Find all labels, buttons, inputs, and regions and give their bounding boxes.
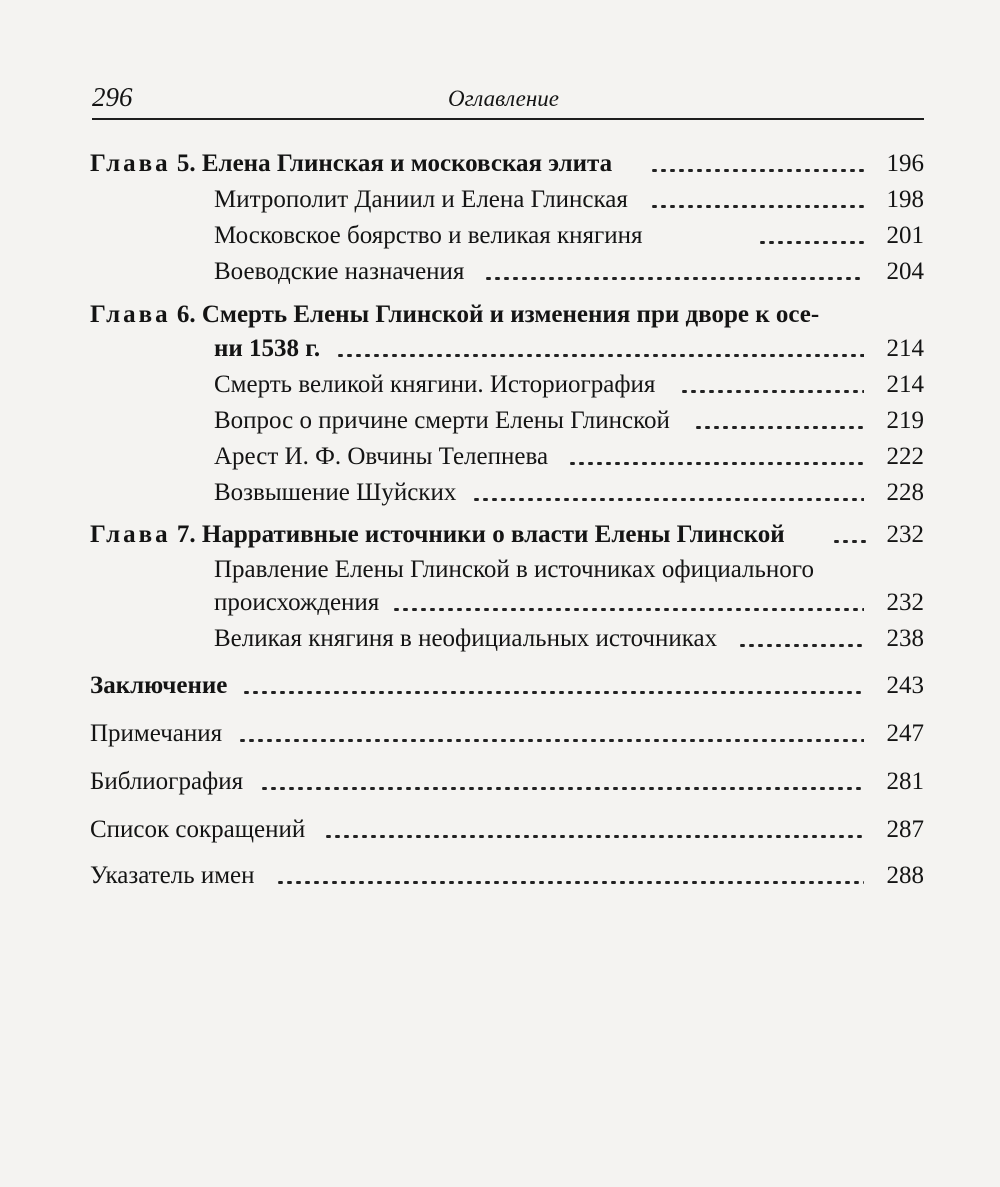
chapter-prefix: Глава [90,301,171,328]
dot-leader [650,169,864,172]
dot-leader [832,540,868,543]
chapter-6-page: 214 [886,335,924,362]
chapter-title: 5. Елена Глинская и московская элита [176,150,613,177]
chapter-6-heading [90,300,819,330]
chapter-prefix: Глава [90,521,171,548]
chapter-title: 7. Нарративные источники о власти Елены Глинской [176,521,785,548]
section-title: Вопрос о причине смерти Елены Глинской [214,407,670,434]
chapter-title: 6. Смерть Елены Глинской и изменения при дворе к осе- [176,301,820,328]
dot-leader [242,691,864,694]
dot-leader [758,241,864,244]
dot-leader [276,881,864,884]
dot-leader [694,426,864,429]
toc-item-line1 [214,555,860,585]
toc-item [90,181,924,215]
back-title: Список сокращений [90,816,306,843]
toc-chapter-6-line1 [90,296,924,330]
section-title: Воеводские назначения [214,258,465,285]
chapter-prefix: Глава [90,150,171,177]
toc-item [90,366,924,400]
chapter-7-page: 232 [886,521,924,548]
section-page: 232 [886,589,924,616]
toc-item [90,474,924,508]
toc-item-line2 [90,584,924,618]
dot-leader [738,644,864,647]
section-page: 222 [886,443,924,470]
section-title: Арест И. Ф. Овчины Телепнева [214,443,549,470]
running-title: Оглавление [448,86,560,111]
toc-back-item [90,715,924,749]
toc-back-item [90,811,924,845]
section-title-continued: происхождения [214,589,380,616]
back-page: 247 [886,720,924,747]
back-page: 287 [886,816,924,843]
section-page: 219 [886,407,924,434]
dot-leader [484,277,864,280]
back-page: 243 [886,672,924,699]
toc-item [90,620,924,654]
dot-leader [260,787,864,790]
section-page: 201 [886,222,924,249]
back-page: 288 [886,862,924,889]
page-number: 296 [92,82,133,112]
dot-leader [392,608,864,611]
toc-item [90,402,924,436]
running-header [92,80,924,120]
section-title: Возвышение Шуйских [214,479,457,506]
toc-item [90,253,924,287]
toc-item [90,217,924,251]
section-title: Смерть великой княгини. Историография [214,371,656,398]
section-title: Московское боярство и великая княгиня [214,222,643,249]
dot-leader [324,835,864,838]
dot-leader [472,498,864,501]
toc-back-item [90,763,924,797]
back-title: Заключение [90,672,228,699]
dot-leader [650,205,864,208]
back-page: 281 [886,768,924,795]
chapter-title-continued: ни 1538 г. [214,335,321,362]
dot-leader [568,462,864,465]
section-page: 238 [886,625,924,652]
toc-chapter-6-line2 [90,330,924,364]
dot-leader [680,390,864,393]
section-page: 204 [886,258,924,285]
toc-item [90,438,924,472]
dot-leader [336,354,864,357]
section-title: Правление Елены Глинской в источниках официального [214,556,814,583]
back-title: Библиография [90,768,244,795]
chapter-7-heading [90,520,785,550]
toc-chapter-5 [90,145,924,179]
toc-back-item [90,667,924,701]
dot-leader [238,739,864,742]
section-title: Великая княгиня в неофициальных источниках [214,625,718,652]
chapter-5-heading [90,149,612,179]
section-page: 228 [886,479,924,506]
back-title: Указатель имен [90,862,255,889]
section-title: Митрополит Даниил и Елена Глинская [214,186,628,213]
toc-back-item [90,857,924,891]
toc-chapter-7 [90,516,924,550]
chapter-5-page: 196 [886,150,924,177]
section-page: 214 [886,371,924,398]
back-title: Примечания [90,720,223,747]
section-page: 198 [886,186,924,213]
